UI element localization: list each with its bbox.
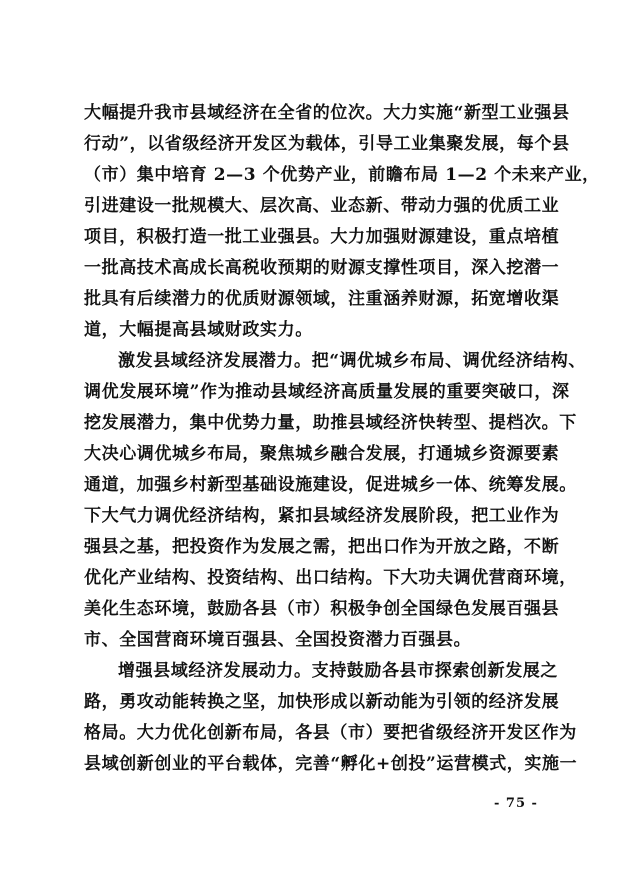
text-line: 调优发展环境”作为推动县域经济高质量发展的重要突破口，深 bbox=[84, 382, 570, 402]
text-line: 市、全国营商环境百强县、全国投资潜力百强县。 bbox=[84, 630, 472, 650]
text-line: 一批高技术高成长高税收预期的财源支撑性项目，深入挖潜一 bbox=[84, 258, 560, 278]
text-line: 格局。大力优化创新布局，各县（市）要把省级经济开发区作为 bbox=[84, 723, 577, 743]
text-line: （市）集中培育 2—3 个优势产业，前瞻布局 1—2 个未来产业， bbox=[84, 165, 600, 185]
paragraph-heading-line: 增强县域经济发展动力。支持鼓励各县市探索创新发展之 bbox=[118, 661, 558, 681]
text-line: 引进建设一批规模大、层次高、业态新、带动力强的优质工业 bbox=[84, 196, 560, 216]
text-line: 挖发展潜力，集中优势力量，助推县域经济快转型、提档次。下 bbox=[84, 413, 577, 433]
text-line: 县域创新创业的平台载体，完善“孵化+创投”运营模式，实施一 bbox=[84, 754, 578, 774]
text-line: 批具有后续潜力的优质财源领域，注重涵养财源，拓宽增收渠 bbox=[84, 289, 560, 309]
text-line: 美化生态环境，鼓励各县（市）积极争创全国绿色发展百强县 bbox=[84, 599, 560, 619]
text-line: 强县之基，把投资作为发展之需，把出口作为开放之路，不断 bbox=[84, 537, 560, 557]
text-line: 行动”，以省级经济开发区为载体，引导工业集聚发展，每个县 bbox=[84, 134, 570, 154]
text-line: 通道，加强乡村新型基础设施建设，促进城乡一体、统筹发展。 bbox=[84, 475, 577, 495]
text-line: 路，勇攻动能转换之坚，加快形成以新动能为引领的经济发展 bbox=[84, 692, 560, 712]
text-line: 大决心调优城乡布局，聚焦城乡融合发展，打通城乡资源要素 bbox=[84, 444, 560, 464]
page-number: - 75 - bbox=[494, 796, 538, 811]
body-text bbox=[84, 98, 600, 780]
text-line: 大幅提升我市县域经济在全省的位次。大力实施“新型工业强县 bbox=[84, 103, 570, 123]
text-line: 道，大幅提高县域财政实力。 bbox=[84, 320, 313, 340]
text-line: 下大气力调优经济结构，紧扣县域经济发展阶段，把工业作为 bbox=[84, 506, 560, 526]
text-line: 优化产业结构、投资结构、出口结构。下大功夫调优营商环境， bbox=[84, 568, 577, 588]
paragraph-heading-line: 激发县域经济发展潜力。把“调优城乡布局、调优经济结构、 bbox=[118, 351, 586, 371]
text-line: 项目，积极打造一批工业强县。大力加强财源建设，重点培植 bbox=[84, 227, 560, 247]
